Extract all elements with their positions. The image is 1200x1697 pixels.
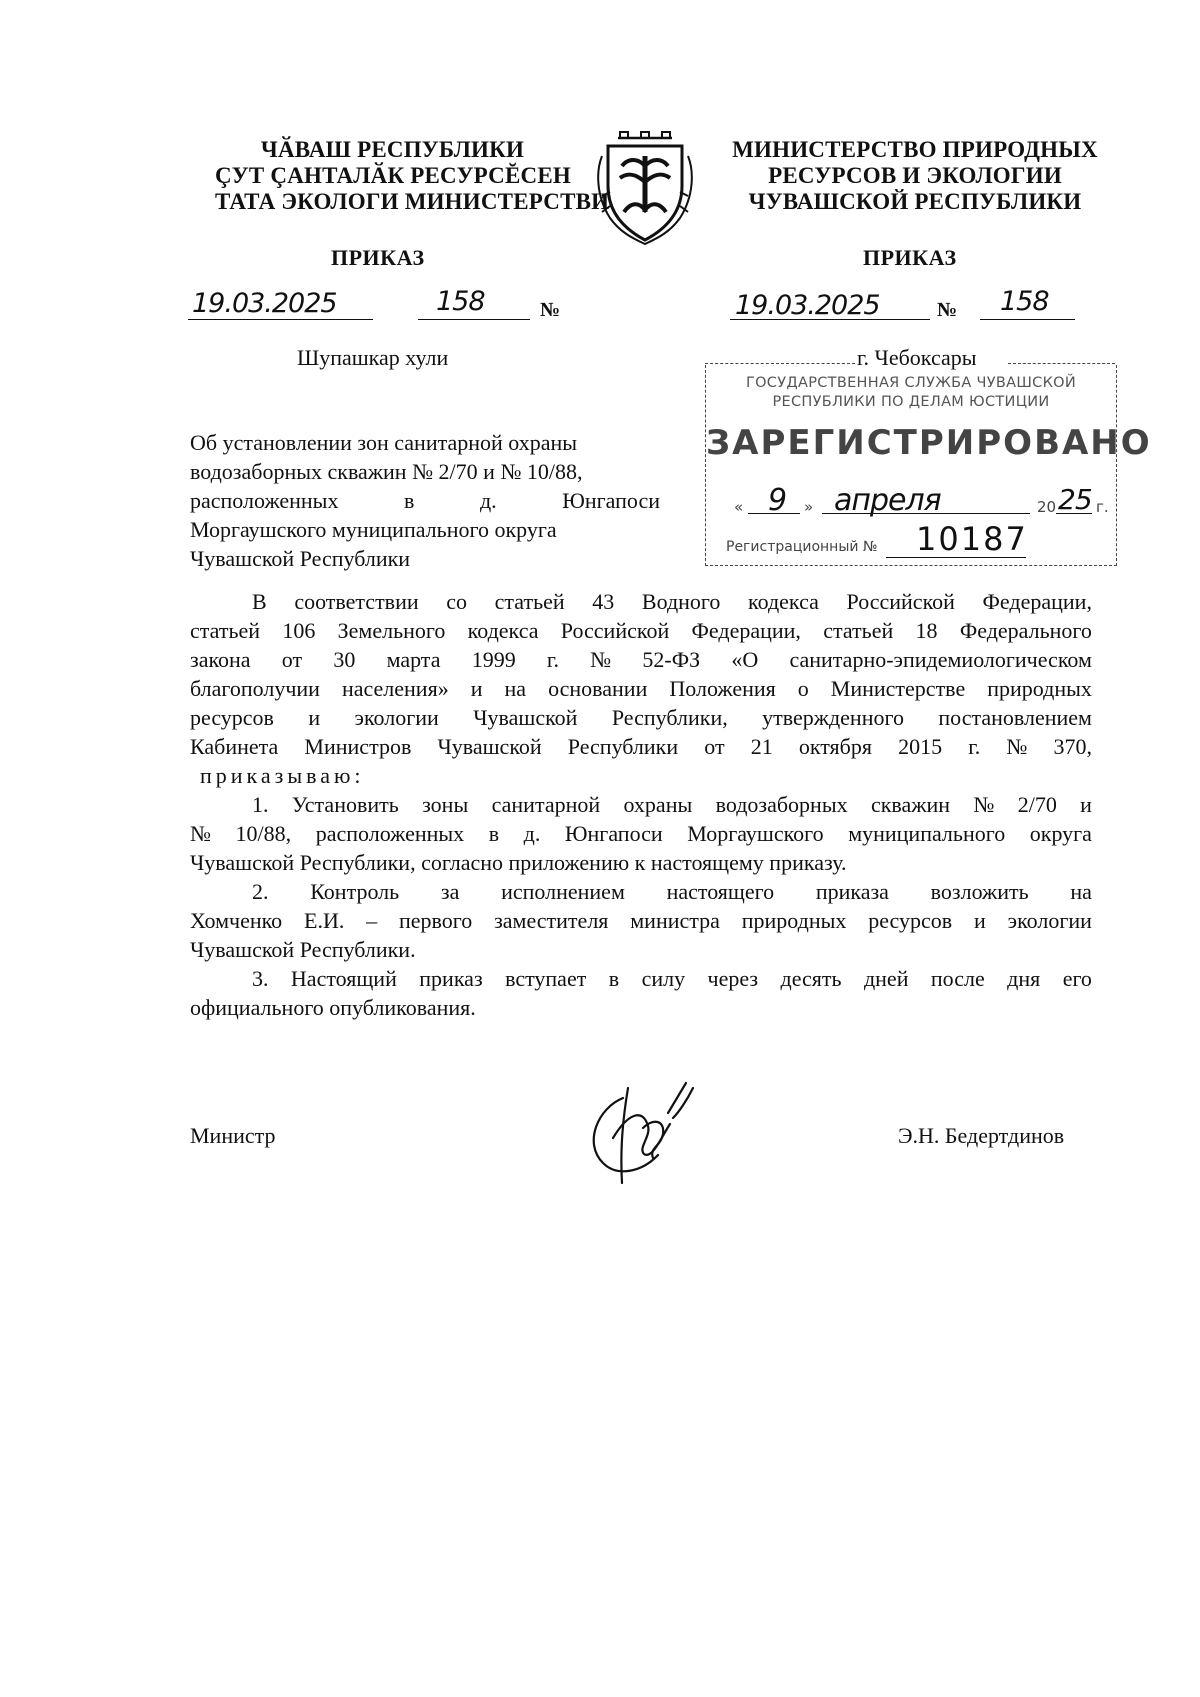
body-line [190,587,1092,616]
order-subject [190,428,660,573]
body-word: Российской [846,589,955,614]
body-word: и [470,676,483,701]
body-word: постановлением [938,705,1092,730]
stamp-year-underline [1056,513,1092,514]
order-body [190,587,1092,1022]
body-word: дней [863,966,909,991]
body-word: Федерации, [982,589,1092,614]
body-word: 1. [252,792,269,817]
body-line: Чувашской Республики, согласно приложению к настоящему приказу. [190,850,847,875]
body-word: № [190,821,211,846]
header-left-line-2: ÇУТ ÇАНТАЛӐК РЕСУРСĔСЕН [215,163,571,188]
subject-word: Юнгапоси [562,488,660,513]
body-word: его [1062,966,1092,991]
body-word: 2/70 [1017,792,1057,817]
number-sign-right: № [937,299,958,321]
subject-word: расположенных [190,488,339,513]
header-left-line-1: ЧӐВАШ РЕСПУБЛИКИ [260,137,525,162]
body-word: Земельного [337,618,446,643]
subject-line-3 [190,486,660,515]
number-underline-right [980,319,1075,320]
body-word: В [252,589,267,614]
stamp-line-1: ГОСУДАРСТВЕННАЯ СЛУЖБА ЧУВАШСКОЙ [745,375,1077,391]
header-left [215,137,610,215]
body-word: 370, [1053,734,1092,759]
body-word: статьей [494,589,565,614]
body-word: Чувашской [437,734,542,759]
body-word: санитарной [491,792,601,817]
body-word: Водного [641,589,721,614]
body-word: Контроль [310,879,400,904]
body-word: ресурсов [190,705,274,730]
subject-line-4: Моргаушского муниципального округа [190,517,557,542]
body-word: санитарно-эпидемиологическом [789,647,1092,672]
body-word: закона [190,647,251,672]
body-word: силу [641,966,686,991]
body-word: Федерального [959,618,1092,643]
body-word: на [1070,879,1092,904]
body-word: Настоящий [290,966,397,991]
date-underline-left [188,319,373,320]
registration-stamp [705,365,1152,566]
stamp-top-border [705,363,855,364]
body-word: Положения [669,676,776,701]
body-word: дня [1007,966,1041,991]
body-word: соответствии [294,589,419,614]
stamp-status: ЗАРЕГИСТРИРОВАНО [706,423,1152,463]
stamp-day-underline [748,513,800,514]
body-word: на [504,676,527,701]
subject-line-1: Об установлении зон санитарной охраны [190,430,578,455]
place-left: Шупашкар хули [297,345,449,370]
stamp-quote-open: « [734,498,744,516]
coat-of-arms-icon [590,126,700,246]
body-word: Российской [560,618,670,643]
body-line [190,790,1092,819]
body-word: Хомченко [190,908,283,933]
body-line: Чувашской Республики. [190,937,416,962]
header-left-line-3: ТАТА ЭКОЛОГИ МИНИСТЕРСТВИ [215,189,610,214]
body-word: «О [731,647,759,672]
handwritten-signature-icon [583,1078,703,1188]
body-line [190,674,1092,703]
body-word: № [1006,734,1028,759]
stamp-top-border-right [1008,363,1115,364]
stamp-reg-underline [886,557,1026,558]
body-word: г. [968,734,981,759]
order-word: приказываю: [200,763,365,788]
body-word: марта [386,647,441,672]
subject-word: д. [479,488,497,513]
header-right [730,137,1100,215]
body-word: первого [399,908,473,933]
body-word: за [440,879,460,904]
body-word: скважин [870,792,951,817]
body-word: Министров [304,734,412,759]
number-sign-left: № [540,299,561,321]
body-word: 2015 [898,734,943,759]
stamp-month-underline [822,513,1030,514]
signatory-name: Э.Н. Бедертдинов [898,1123,1065,1148]
body-word: и [974,908,986,933]
body-word: после [930,966,985,991]
order-date-right: 19.03.2025 [735,290,880,321]
body-word: округа [1029,821,1092,846]
body-word: населения» [341,676,449,701]
body-word: 1999 [471,647,516,672]
body-word: 43 [592,589,615,614]
body-word: природных [741,908,847,933]
body-word: приказа [815,879,889,904]
stamp-quote-close: » [804,498,814,516]
body-word: со [446,589,468,614]
body-word: благополучии [190,676,320,701]
stamp-day: 9 [768,483,787,518]
body-word: 2. [252,879,269,904]
body-word: вступает [505,966,587,991]
body-line [190,703,1092,732]
stamp-year-prefix: 20 [1037,498,1057,516]
stamp-reg-number: 10187 [916,520,1028,558]
body-word: в [608,966,620,991]
order-title-right: ПРИКАЗ [863,245,957,270]
body-word: – [366,908,378,933]
body-word: № [590,647,612,672]
body-word: Чувашской [473,705,578,730]
body-word: расположенных [315,821,465,846]
body-line [190,964,1092,993]
body-line [190,616,1092,645]
stamp-reg-label: Регистрационный № [726,539,878,555]
body-word: экологии [354,705,439,730]
body-word: утвержденного [762,705,904,730]
body-word: 10/88, [235,821,292,846]
body-word: охраны [623,792,693,817]
body-word: 106 [282,618,316,643]
body-line [190,819,1092,848]
date-underline-right [730,319,930,320]
body-word: от [704,734,725,759]
body-word: в [488,821,500,846]
body-word: Е.И. [304,908,345,933]
body-word: Республики, [611,705,728,730]
place-right: г. Чебоксары [857,345,977,370]
body-word: Установить [291,792,399,817]
body-word: настоящего [666,879,775,904]
body-word: зоны [422,792,469,817]
body-word: о [797,676,809,701]
body-line [190,906,1092,935]
body-word: возложить [930,879,1029,904]
header-right-line-1: МИНИСТЕРСТВО ПРИРОДНЫХ [732,137,1098,162]
order-date-left: 19.03.2025 [192,288,337,319]
body-word: Министерстве [830,676,966,701]
body-word: Моргаушского [687,821,824,846]
stamp-year-unit: г. [1096,498,1109,516]
body-word: министра [630,908,720,933]
body-word: кодекса [748,589,819,614]
body-word: кодекса [467,618,539,643]
body-word: 30 [333,647,356,672]
body-word: Юнгапоси [564,821,663,846]
order-number-left: 158 [436,286,485,317]
body-word: октября [798,734,872,759]
body-word: исполнением [501,879,625,904]
body-word: ресурсов [868,908,953,933]
number-underline-left [418,319,530,320]
order-title-left: ПРИКАЗ [331,245,425,270]
stamp-month: апреля [834,483,941,518]
body-word: статьей [823,618,894,643]
body-word: г. [546,647,559,672]
body-word: Республики [567,734,679,759]
body-word: муниципального [848,821,1006,846]
body-word: природных [987,676,1092,701]
body-word: Федерации, [691,618,801,643]
body-word: основании [548,676,648,701]
body-line [190,877,1092,906]
body-word: д. [523,821,541,846]
body-word: и [308,705,321,730]
header-right-line-2: РЕСУРСОВ И ЭКОЛОГИИ [768,163,1062,188]
order-number-right: 158 [1000,286,1049,317]
body-word: и [1080,792,1092,817]
body-word: 3. [252,966,269,991]
body-word: № [973,792,995,817]
body-word: заместителя [494,908,609,933]
subject-line-2: водозаборных скважин № 2/70 и № 10/88, [190,459,583,484]
body-word: статьей [190,618,261,643]
body-word: 18 [915,618,938,643]
header-right-line-3: ЧУВАШСКОЙ РЕСПУБЛИКИ [748,189,1082,214]
body-word: приказ [419,966,483,991]
body-word: 52-ФЗ [642,647,701,672]
subject-word: в [404,488,415,513]
body-word: водозаборных [715,792,848,817]
body-word: десять [780,966,842,991]
subject-line-5: Чувашской Республики [190,546,411,571]
body-word: 21 [750,734,773,759]
body-word: Кабинета [190,734,279,759]
body-word: от [281,647,303,672]
stamp-line-2: РЕСПУБЛИКИ ПО ДЕЛАМ ЮСТИЦИИ [772,394,1050,410]
body-word: через [707,966,759,991]
stamp-year-suffix: 25 [1058,483,1092,516]
body-line [190,732,1092,761]
body-word: экологии [1007,908,1092,933]
body-line: официального опубликования. [190,995,476,1020]
signatory-position: Министр [190,1123,276,1148]
body-line [190,645,1092,674]
